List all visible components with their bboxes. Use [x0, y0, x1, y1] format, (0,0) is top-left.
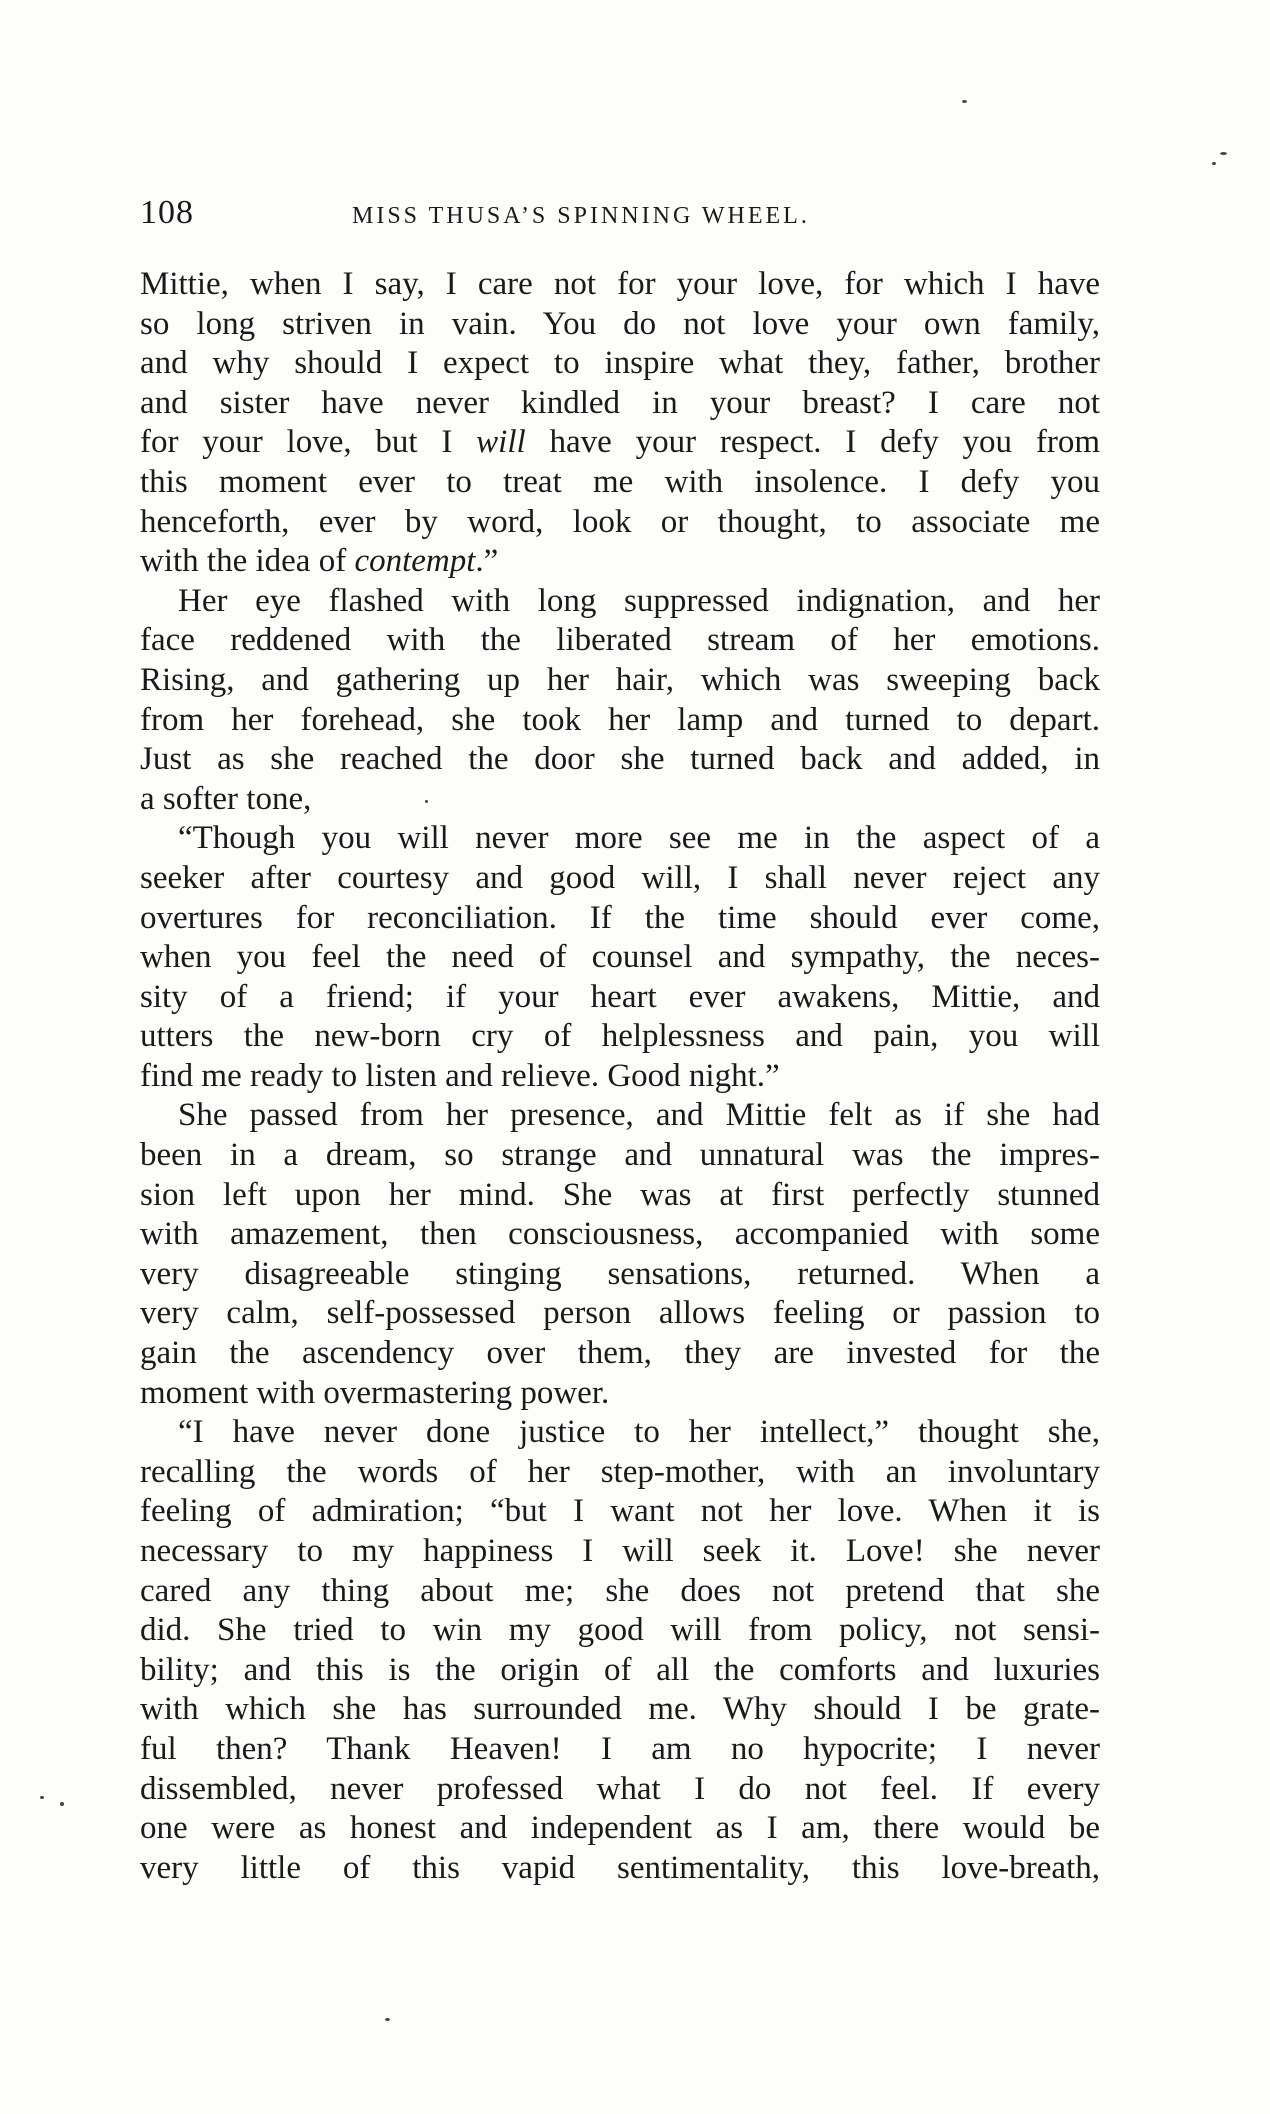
text-line: henceforth, ever by word, look or thought, to associate me — [140, 503, 1100, 540]
text-line: sity of a friend; if your heart ever awakens, Mittie, and — [140, 978, 1100, 1015]
text-line: from her forehead, she took her lamp and turned to depart. — [140, 701, 1100, 738]
text-line: Just as she reached the door she turned back and added, in — [140, 741, 1100, 778]
text-line: very calm, self-possessed person allows feeling or passion to — [140, 1295, 1100, 1332]
scan-speck — [40, 1796, 44, 1799]
body-text — [140, 265, 1100, 1888]
text-line: moment with overmastering power. — [140, 1374, 610, 1411]
paragraph-start-line: She passed from her presence, and Mittie felt as if she had — [178, 1097, 1100, 1134]
scan-speck — [1212, 162, 1216, 165]
text-line: overtures for reconciliation. If the time should ever come, — [140, 899, 1100, 936]
text-line: gain the ascendency over them, they are invested for the — [140, 1335, 1100, 1372]
emphasis: contempt — [354, 543, 476, 580]
text-line: recalling the words of her step-mother, with an involuntary — [140, 1453, 1100, 1490]
text-line: Mittie, when I say, I care not for your love, for which I have — [140, 266, 1100, 302]
text-line: bility; and this is the origin of all the comforts and luxuries — [140, 1651, 1100, 1688]
emphasis: will — [476, 424, 526, 461]
text-line: and why should I expect to inspire what they, father, brother — [140, 345, 1100, 382]
text-line: with which she has surrounded me. Why should I be grate- — [140, 1691, 1100, 1728]
text-line: did. She tried to win my good will from policy, not sensi- — [140, 1612, 1100, 1649]
text-line: feeling of admiration; “but I want not her love. When it is — [140, 1493, 1100, 1530]
text-line: face reddened with the liberated stream of her emotions. — [140, 622, 1100, 659]
text-line: with the idea of contempt.” — [140, 543, 499, 580]
text-line: sion left upon her mind. She was at first perfectly stunned — [140, 1176, 1100, 1213]
scan-speck — [962, 100, 967, 103]
text-line: dissembled, never professed what I do not feel. If every — [140, 1770, 1100, 1807]
text-line: necessary to my happiness I will seek it. Love! she never — [140, 1533, 1100, 1569]
text-line: for your love, but I will have your respect. I defy you from — [140, 424, 1100, 461]
paragraph-start-line: “I have never done justice to her intellect,” thought she, — [178, 1414, 1100, 1451]
scan-speck — [425, 800, 428, 803]
text-line: cared any thing about me; she does not pretend that she — [140, 1572, 1100, 1609]
paragraph-start-line: Her eye flashed with long suppressed indignation, and her — [178, 582, 1100, 619]
page-number: 108 — [140, 194, 194, 231]
text-line: a softer tone, — [140, 780, 312, 817]
text-line: and sister have never kindled in your breast? I care not — [140, 384, 1100, 421]
scan-speck — [60, 1802, 64, 1806]
text-line: Rising, and gathering up her hair, which was sweeping back — [140, 661, 1100, 698]
text-line: find me ready to listen and relieve. Good night.” — [140, 1057, 780, 1094]
text-line: very little of this vapid sentimentality, this love-breath, — [140, 1849, 1100, 1886]
text-line: very disagreeable stinging sensations, returned. When a — [140, 1255, 1100, 1292]
text-line: when you feel the need of counsel and sympathy, the neces- — [140, 939, 1100, 976]
text-line: one were as honest and independent as I am, there would be — [140, 1810, 1100, 1847]
running-head: MISS THUSA’S SPINNING WHEEL. — [352, 203, 810, 229]
text-line: utters the new-born cry of helplessness and pain, you will — [140, 1018, 1100, 1055]
scan-speck — [385, 2018, 390, 2021]
paragraph-start-line: “Though you will never more see me in the aspect of a — [178, 820, 1100, 857]
scan-speck — [1220, 152, 1227, 155]
page-header — [140, 190, 1100, 236]
text-line: so long striven in vain. You do not love your own family, — [140, 305, 1100, 342]
text-line: been in a dream, so strange and unnatural was the impres- — [140, 1137, 1100, 1174]
text-line: ful then? Thank Heaven! I am no hypocrite; I never — [140, 1730, 1100, 1767]
text-line: this moment ever to treat me with insolence. I defy you — [140, 463, 1100, 500]
text-line: with amazement, then consciousness, accompanied with some — [140, 1216, 1100, 1253]
text-line: seeker after courtesy and good will, I shall never reject any — [140, 859, 1100, 896]
